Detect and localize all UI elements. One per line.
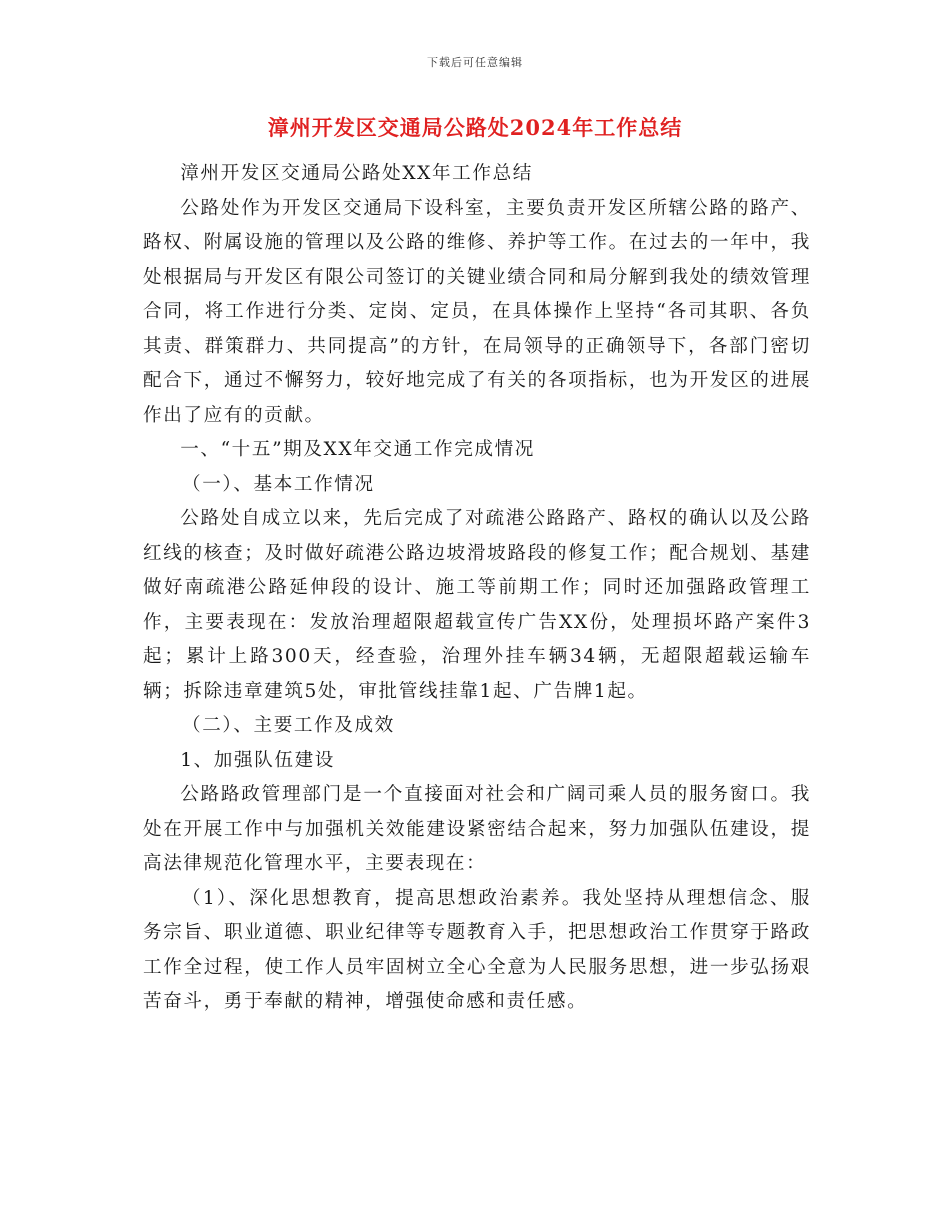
subsection-heading-basic-work: （一）、基本工作情况: [182, 473, 375, 495]
document-title: 漳州开发区交通局公路处2024年工作总结: [267, 115, 683, 140]
subtitle-paragraph: 漳州开发区交通局公路处XX年工作总结: [180, 163, 533, 184]
document-body: [143, 157, 811, 1020]
intro-paragraph: 公路处作为开发区交通局下设科室，主要负责开发区所辖公路的路产、路权、附属设施的管理以及公路的维修、养护等工作。在过去的一年中，我处根据局与开发区有限公司签订的关键业绩合同和局分解到我处的绩效管理合同，将工作进行分类、定岗、定员，在具体操作上坚持“各司其职、各负其责、群策群力、共同提高”的方针，在局领导的正确领导下，各部门密切配合下，通过不懈努力，较好地完成了有关的各项指标，也为开发区的进展作出了应有的贡献。: [143, 197, 811, 426]
section-heading-1: 一、“十五”期及XX年交通工作完成情况: [180, 439, 535, 460]
item-heading-team-building: 1、加强队伍建设: [180, 749, 335, 771]
team-building-paragraph: 公路路政管理部门是一个直接面对社会和广阔司乘人员的服务窗口。我处在开展工作中与加强机关效能建设紧密结合起来，努力加强队伍建设，提高法律规范化管理水平，主要表现在：: [143, 784, 811, 874]
basic-work-paragraph: 公路处自成立以来，先后完成了对疏港公路路产、路权的确认以及公路红线的核查；及时做好疏港公路边坡滑坡路段的修复工作；配合规划、基建做好南疏港公路延伸段的设计、施工等前期工作；同时还加强路政管理工作，主要表现在：发放治理超限超载宣传广告XX份，处理损坏路产案件3起；累计上路300天，经查验，治理外挂车辆34辆，无超限超载运输车辆；拆除违章建筑5处，审批管线挂靠1起、广告牌1起。: [143, 508, 811, 702]
subsection-heading-main-work: （二）、主要工作及成效: [182, 715, 395, 736]
ideology-education-paragraph: （1）、深化思想教育，提高思想政治素养。我处坚持从理想信念、服务宗旨、职业道德、职业纪律等专题教育入手，把思想政治工作贯穿于路政工作全过程，使工作人员牢固树立全心全意为人民服务思想，进一步弘扬艰苦奋斗，勇于奉献的精神，增强使命感和责任感。: [143, 887, 811, 1012]
header-note: 下载后可任意编辑: [427, 56, 523, 69]
